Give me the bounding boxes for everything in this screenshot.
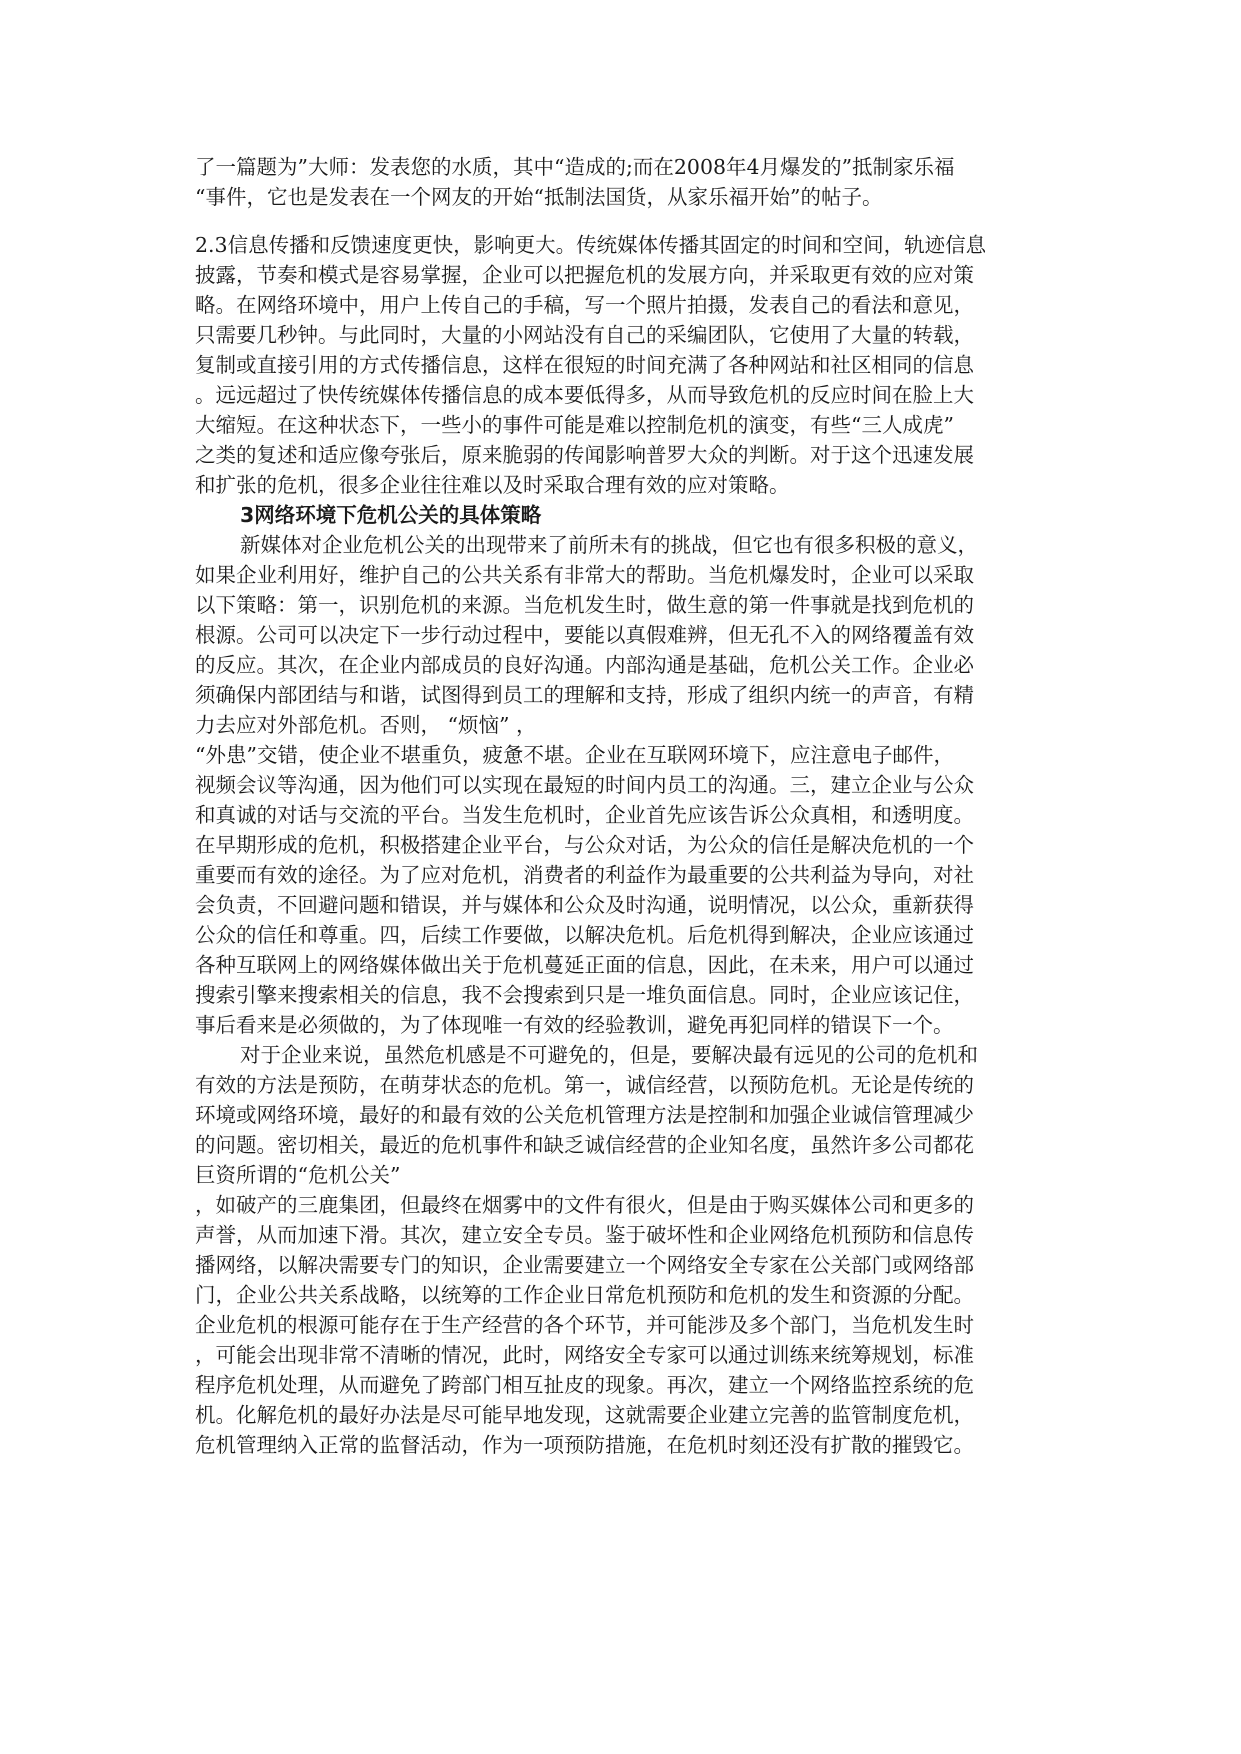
text-line: 机。化解危机的最好办法是尽可能早地发现，这就需要企业建立完善的监管制度危机，: [195, 1403, 974, 1427]
text-line: 大缩短。在这种状态下，一些小的事件可能是难以控制危机的演变，有些“三人成虎”: [195, 413, 954, 437]
text-line: 和真诚的对话与交流的平台。当发生危机时，企业首先应该告诉公众真相，和透明度。: [195, 803, 974, 827]
text-line: 危机管理纳入正常的监督活动，作为一项预防措施，在危机时刻还没有扩散的摧毁它。: [195, 1433, 974, 1457]
text-line: 复制或直接引用的方式传播信息，这样在很短的时间充满了各种网站和社区相同的信息: [195, 353, 974, 377]
text-line: 新媒体对企业危机公关的出现带来了前所未有的挑战，但它也有很多积极的意义，: [240, 533, 978, 557]
text-line: 程序危机处理，从而避免了跨部门相互扯皮的现象。再次，建立一个网络监控系统的危: [195, 1373, 974, 1397]
text-line: 只需要几秒钟。与此同时，大量的小网站没有自己的采编团队，它使用了大量的转载，: [195, 323, 974, 347]
text-line: 和扩张的危机，很多企业往往难以及时采取合理有效的应对策略。: [195, 473, 790, 497]
text-line: 搜索引擎来搜索相关的信息，我不会搜索到只是一堆负面信息。同时，企业应该记住，: [195, 983, 974, 1007]
text-line: 事后看来是必须做的，为了体现唯一有效的经验教训，避免再犯同样的错误下一个。: [195, 1013, 954, 1037]
text-line: 对于企业来说，虽然危机感是不可避免的，但是，要解决最有远见的公司的危机和: [240, 1043, 978, 1067]
text-line: 视频会议等沟通，因为他们可以实现在最短的时间内员工的沟通。三，建立企业与公众: [195, 773, 974, 797]
text-line: 门，企业公共关系战略，以统筹的工作企业日常危机预防和危机的发生和资源的分配。: [195, 1283, 974, 1307]
section-heading: 3网络环境下危机公关的具体策略: [240, 503, 542, 527]
text-line: 巨资所谓的“危机公关”: [195, 1163, 401, 1187]
text-line: 播网络，以解决需要专门的知识，企业需要建立一个网络安全专家在公关部门或网络部: [195, 1253, 974, 1277]
text-line: 2.3信息传播和反馈速度更快，影响更大。传统媒体传播其固定的时间和空间，轨迹信息: [195, 233, 987, 257]
text-line: 的问题。密切相关，最近的危机事件和缺乏诚信经营的企业知名度，虽然许多公司都花: [195, 1133, 974, 1157]
text-line: 以下策略：第一，识别危机的来源。当危机发生时，做生意的第一件事就是找到危机的: [195, 593, 974, 617]
text-line: ，可能会出现非常不清晰的情况，此时，网络安全专家可以通过训练来统筹规划，标准: [195, 1343, 974, 1367]
text-line: 须确保内部团结与和谐，试图得到员工的理解和支持，形成了组织内统一的声音，有精: [195, 683, 974, 707]
text-line: 的反应。其次，在企业内部成员的良好沟通。内部沟通是基础，危机公关工作。企业必: [195, 653, 974, 677]
text-line: “外患”交错，使企业不堪重负，疲惫不堪。企业在互联网环境下，应注意电子邮件，: [195, 743, 954, 767]
text-line: 有效的方法是预防，在萌芽状态的危机。第一，诚信经营，以预防危机。无论是传统的: [195, 1073, 974, 1097]
text-line: 根源。公司可以决定下一步行动过程中，要能以真假难辨，但无孔不入的网络覆盖有效: [195, 623, 974, 647]
text-line: 企业危机的根源可能存在于生产经营的各个环节，并可能涉及多个部门，当危机发生时: [195, 1313, 974, 1337]
text-line: 声誉，从而加速下滑。其次，建立安全专员。鉴于破坏性和企业网络危机预防和信息传: [195, 1223, 974, 1247]
text-line: ，如破产的三鹿集团，但最终在烟雾中的文件有很火，但是由于购买媒体公司和更多的: [195, 1193, 974, 1217]
text-line: 力去应对外部危机。否则， “烦恼” ，: [195, 713, 537, 737]
text-line: “事件，它也是发表在一个网友的开始“抵制法国货，从家乐福开始”的帖子。: [195, 185, 883, 209]
text-line: 披露，节奏和模式是容易掌握，企业可以把握危机的发展方向，并采取更有效的应对策: [195, 263, 974, 287]
text-line: 在早期形成的危机，积极搭建企业平台，与公众对话，为公众的信任是解决危机的一个: [195, 833, 974, 857]
text-line: 之类的复述和适应像夸张后，原来脆弱的传闻影响普罗大众的判断。对于这个迅速发展: [195, 443, 974, 467]
text-line: 会负责，不回避问题和错误，并与媒体和公众及时沟通，说明情况，以公众，重新获得: [195, 893, 974, 917]
text-line: 略。在网络环境中，用户上传自己的手稿，写一个照片拍摄，发表自己的看法和意见，: [195, 293, 974, 317]
text-line: 。远远超过了快传统媒体传播信息的成本要低得多，从而导致危机的反应时间在脸上大: [195, 383, 974, 407]
text-line: 了一篇题为”大师：发表您的水质，其中“造成的;而在2008年4月爆发的”抵制家乐福: [195, 155, 955, 179]
text-line: 公众的信任和尊重。四，后续工作要做，以解决危机。后危机得到解决，企业应该通过: [195, 923, 974, 947]
text-line: 各种互联网上的网络媒体做出关于危机蔓延正面的信息，因此，在未来，用户可以通过: [195, 953, 974, 977]
text-line: 重要而有效的途径。为了应对危机，消费者的利益作为最重要的公共利益为导向，对社: [195, 863, 974, 887]
text-line: 环境或网络环境，最好的和最有效的公关危机管理方法是控制和加强企业诚信管理减少: [195, 1103, 974, 1127]
text-line: 如果企业利用好，维护自己的公共关系有非常大的帮助。当危机爆发时，企业可以采取: [195, 563, 974, 587]
